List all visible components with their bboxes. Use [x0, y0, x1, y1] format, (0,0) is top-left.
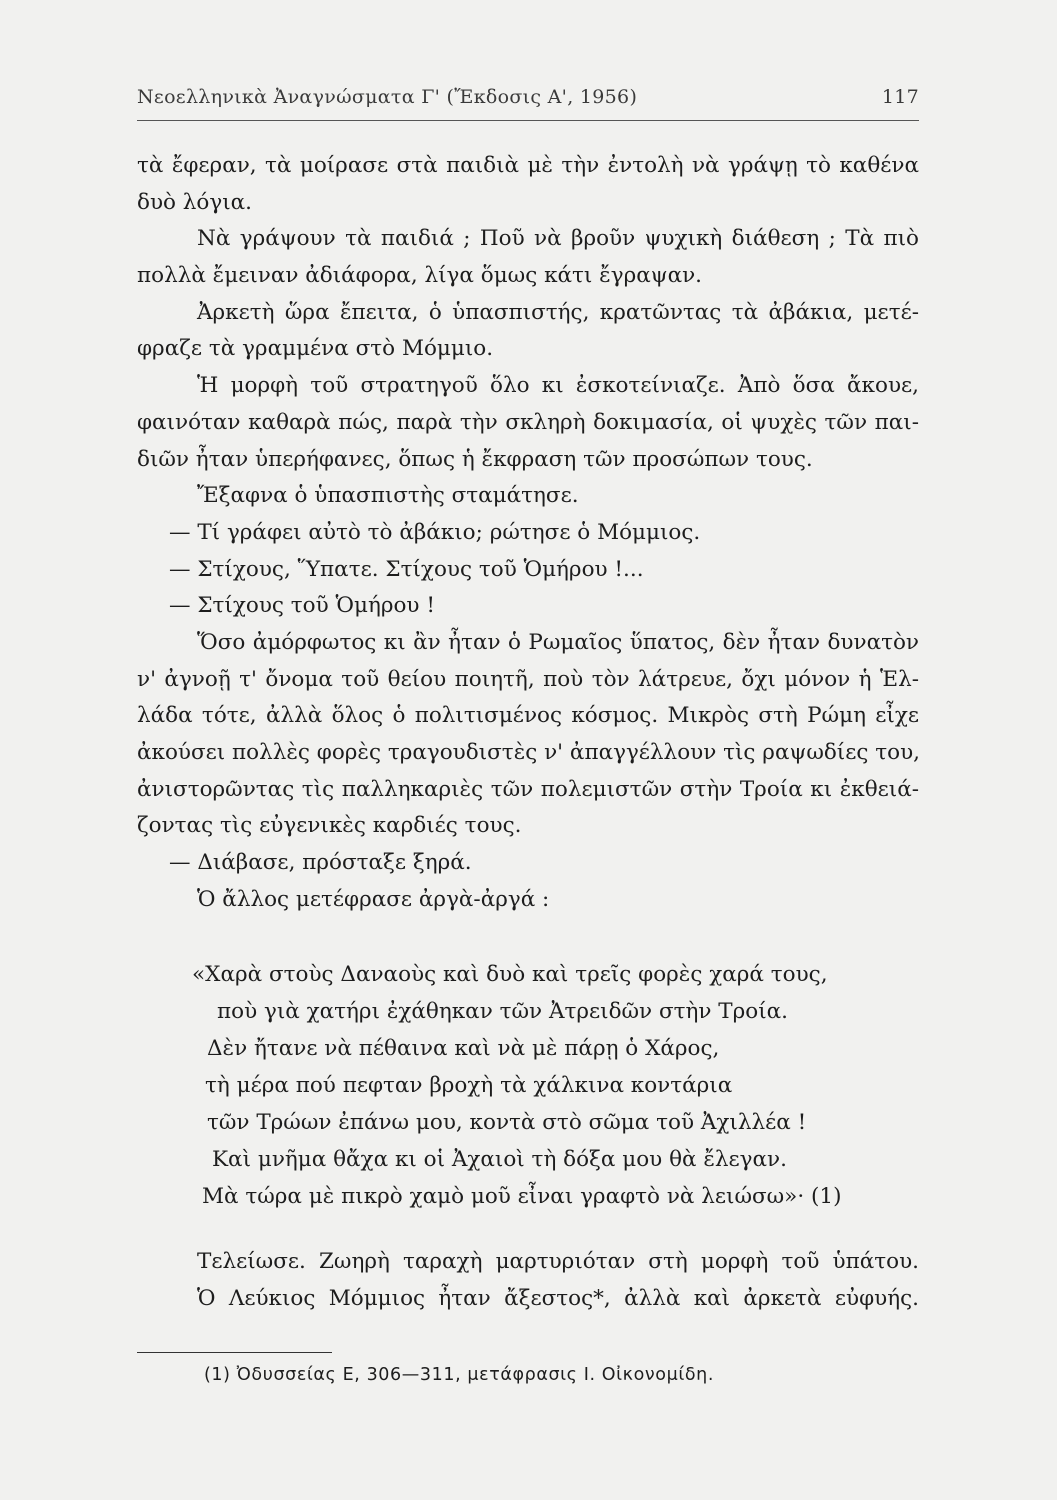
dialogue-line: — Στίχους τοῦ Ὁμήρου !	[169, 593, 435, 619]
text-line: πολλὰ ἔμειναν ἀδιάφορα, λίγα ὅμως κάτι ἔγραψαν.	[137, 263, 703, 289]
footnote: (1) Ὀδυσσείας Ε, 306—311, μετάφρασις Ι. Οἰκονομίδη.	[204, 1365, 715, 1385]
text-line: φραζε τὰ γραμμένα στὸ Μόμμιο.	[137, 336, 494, 362]
dialogue-line: — Τί γράφει αὐτὸ τὸ ἀβάκιο; ρώτησε ὁ Μόμμιος.	[169, 519, 701, 545]
dialogue-line: — Διάβασε, πρόσταξε ξηρά.	[169, 850, 472, 876]
verse-line: Δὲν ἤτανε νὰ πέθαινα καὶ νὰ μὲ πάρῃ ὁ Χάρος,	[207, 1036, 720, 1061]
text-line: δυὸ λόγια.	[137, 189, 252, 215]
text-line: τὰ ἔφεραν, τὰ μοίρασε στὰ παιδιὰ μὲ τὴν ἐντολὴ νὰ γράψῃ τὸ καθένα	[137, 153, 919, 178]
verse-line: «Χαρὰ στοὺς Δαναοὺς καὶ δυὸ καὶ τρεῖς φορὲς χαρά τους,	[192, 962, 828, 987]
footnote-rule	[137, 1352, 332, 1353]
header-title: Νεοελληνικὰ Ἀναγνώσματα Γ' (Ἔκδοσις Α', 1956)	[137, 86, 638, 108]
text-line: φαινόταν καθαρὰ πώς, παρὰ τὴν σκληρὴ δοκιμασία, οἱ ψυχὲς τῶν παι-	[137, 409, 919, 435]
text-line: ἀνιστορῶντας τὶς παλληκαριὲς τῶν πολεμιστῶν στὴν Τροία κι ἐκθειά-	[137, 776, 919, 802]
text-line: Ἀρκετὴ ὥρα ἔπειτα, ὁ ὑπασπιστής, κρατῶντας τὰ ἀβάκια, μετέ-	[197, 299, 919, 325]
page-number: 117	[881, 86, 919, 108]
closing-paragraph	[137, 1244, 919, 1317]
header-rule	[137, 120, 919, 121]
verse-line: Καὶ μνῆμα θἄχα κι οἱ Ἀχαιοὶ τὴ δόξα μου θὰ ἔλεγαν.	[212, 1147, 787, 1172]
text-line: Ὁ ἄλλος μετέφρασε ἀργὰ-ἀργά :	[197, 886, 550, 912]
body-text	[137, 148, 919, 918]
verse-line: τὴ μέρα πού πεφταν βροχὴ τὰ χάλκινα κοντάρια	[205, 1073, 733, 1098]
verse-quotation	[137, 956, 919, 1215]
verse-line: Μὰ τώρα μὲ πικρὸ χαμὸ μοῦ εἶναι γραφτὸ νὰ λειώσω»· (1)	[202, 1184, 842, 1209]
text-line: Ἔξαφνα ὁ ὑπασπιστὴς σταμάτησε.	[197, 483, 579, 509]
text-line: διῶν ἦταν ὑπερήφανες, ὅπως ἡ ἔκφραση τῶν προσώπων τους.	[137, 446, 813, 472]
text-line: Τελείωσε. Ζωηρὴ ταραχὴ μαρτυριόταν στὴ μορφὴ τοῦ ὑπάτου.	[197, 1249, 919, 1274]
text-line: Ἡ μορφὴ τοῦ στρατηγοῦ ὅλο κι ἐσκοτείνιαζε. Ἀπὸ ὅσα ἄκουε,	[197, 373, 919, 399]
text-line: Νὰ γράψουν τὰ παιδιά ; Ποῦ νὰ βροῦν ψυχικὴ διάθεση ; Τὰ πιὸ	[197, 226, 919, 252]
text-line: λάδα τότε, ἀλλὰ ὅλος ὁ πολιτισμένος κόσμος. Μικρὸς στὴ Ρώμη εἶχε	[137, 703, 919, 729]
text-line: Ὁ Λεύκιος Μόμμιος ἦταν ἄξεστος*, ἀλλὰ καὶ ἀρκετὰ εὐφυής.	[197, 1285, 919, 1311]
text-line: ν' ἀγνοῇ τ' ὄνομα τοῦ θείου ποιητῆ, ποὺ τὸν λάτρευε, ὄχι μόνον ἡ Ἑλ-	[137, 666, 919, 692]
verse-line: τῶν Τρώων ἐπάνω μου, κοντὰ στὸ σῶμα τοῦ Ἀχιλλέα !	[207, 1110, 807, 1135]
text-line: Ὅσο ἀμόρφωτος κι ἂν ἦταν ὁ Ρωμαῖος ὕπατος, δὲν ἦταν δυνατὸν	[197, 629, 919, 655]
text-line: ἀκούσει πολλὲς φορὲς τραγουδιστὲς ν' ἀπαγγέλλουν τὶς ραψωδίες του,	[137, 740, 920, 765]
text-line: ζοντας τὶς εὐγενικὲς καρδιές τους.	[137, 813, 522, 839]
verse-line: ποὺ γιὰ χατήρι ἐχάθηκαν τῶν Ἀτρειδῶν στὴν Τροία.	[217, 999, 789, 1024]
dialogue-line: — Στίχους, Ὕπατε. Στίχους τοῦ Ὁμήρου !...	[169, 556, 644, 582]
